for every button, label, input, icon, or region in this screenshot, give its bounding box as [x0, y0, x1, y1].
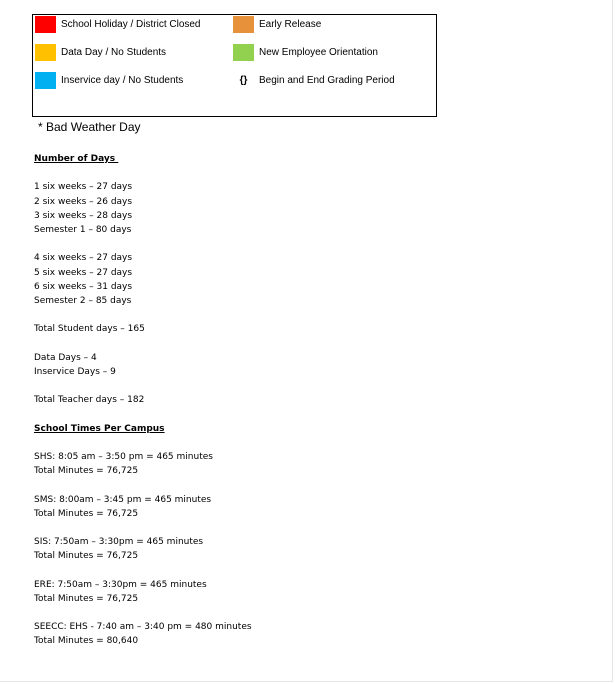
legend-label: New Employee Orientation	[259, 47, 378, 58]
six-weeks-line: 3 six weeks – 28 days	[34, 210, 133, 221]
campus-times: SEECC: EHS - 7:40 am – 3:40 pm = 480 minutes	[34, 622, 252, 633]
six-weeks-line: 1 six weeks – 27 days	[34, 182, 133, 193]
calendar-details	[34, 152, 252, 649]
six-weeks-line: 5 six weeks – 27 days	[34, 267, 133, 278]
campus-total-minutes: Total Minutes = 76,725	[34, 593, 139, 604]
campus-total-minutes: Total Minutes = 76,725	[34, 508, 139, 519]
six-weeks-line: 6 six weeks – 31 days	[34, 281, 133, 292]
orange-swatch-icon	[233, 16, 254, 33]
total-teacher-days: Total Teacher days – 182	[34, 395, 145, 406]
campus-times: ERE: 7:50am – 3:30pm = 465 minutes	[34, 579, 207, 590]
campus-times: SMS: 8:00am – 3:45 pm = 465 minutes	[34, 494, 212, 505]
yellow-swatch-icon	[35, 44, 56, 61]
legend-label: Data Day / No Students	[61, 47, 167, 58]
legend-label: Early Release	[259, 19, 322, 30]
legend-label: Inservice day / No Students	[61, 75, 184, 86]
legend-label: School Holiday / District Closed	[61, 19, 201, 30]
six-weeks-line: 2 six weeks – 26 days	[34, 196, 133, 207]
inservice-days: Inservice Days – 9	[34, 366, 116, 377]
campus-total-minutes: Total Minutes = 76,725	[34, 551, 139, 562]
semester-total-line: Semester 2 – 85 days	[34, 295, 132, 306]
data-days: Data Days – 4	[34, 352, 97, 363]
legend-item-new-employee	[233, 44, 378, 61]
campus-total-minutes: Total Minutes = 80,640	[34, 636, 139, 647]
blue-swatch-icon	[35, 72, 56, 89]
legend-item-data-day	[35, 44, 166, 61]
total-student-days: Total Student days – 165	[34, 324, 145, 335]
campus-times: SHS: 8:05 am – 3:50 pm = 465 minutes	[34, 451, 213, 462]
legend-item-holiday	[35, 16, 201, 33]
school-times-heading: School Times Per Campus	[34, 423, 165, 434]
six-weeks-line: 4 six weeks – 27 days	[34, 253, 133, 264]
number-of-days-heading: Number of Days	[34, 154, 119, 164]
legend-item-inservice	[35, 72, 183, 89]
green-swatch-icon	[233, 44, 254, 61]
campus-total-minutes: Total Minutes = 76,725	[34, 466, 139, 477]
legend-label: Begin and End Grading Period	[259, 75, 395, 86]
legend-item-early-release	[233, 16, 321, 33]
legend-item-grading-period	[233, 72, 395, 89]
red-swatch-icon	[35, 16, 56, 33]
braces-icon: {}	[239, 75, 248, 86]
semester-total-line: Semester 1 – 80 days	[34, 224, 132, 235]
calendar-legend	[32, 14, 437, 117]
campus-times: SIS: 7:50am – 3:30pm = 465 minutes	[34, 537, 204, 548]
bad-weather-note: * Bad Weather Day	[38, 120, 141, 134]
